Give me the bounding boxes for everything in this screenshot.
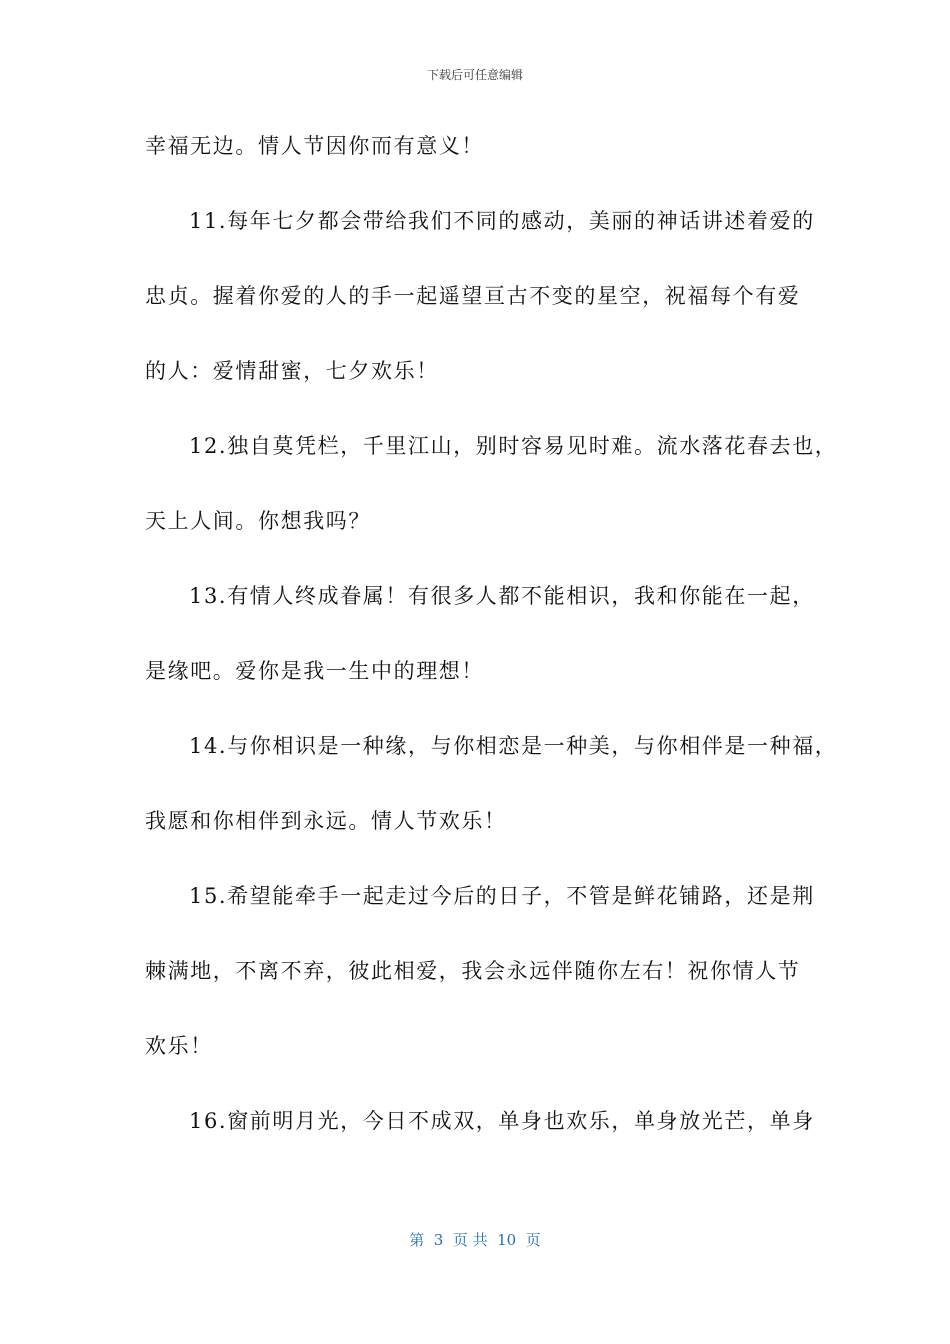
paragraph-line: 12.独自莫凭栏，千里江山，别时容易见时难。流水落花春去也， [189, 434, 838, 458]
paragraph-line: 14.与你相识是一种缘，与你相恋是一种美，与你相伴是一种福， [189, 734, 838, 758]
paragraph-line: 忠贞。握着你爱的人的手一起遥望亘古不变的星空，祝福每个有爱 [145, 284, 801, 308]
paragraph-line: 是缘吧。爱你是我一生中的理想！ [145, 659, 484, 683]
paragraph-line: 欢乐！ [145, 1034, 213, 1058]
paragraph-line: 天上人间。你想我吗？ [145, 509, 371, 533]
paragraph-line: 幸福无边。情人节因你而有意义！ [145, 134, 484, 158]
document-body [145, 124, 838, 1174]
page-header: 下载后可任意编辑 [426, 68, 523, 82]
paragraph-line: 棘满地，不离不弃，彼此相爱，我会永远伴随你左右！祝你情人节 [145, 959, 801, 983]
paragraph-line: 我愿和你相伴到永远。情人节欢乐！ [145, 809, 507, 833]
paragraph-line: 13.有情人终成眷属！有很多人都不能相识，我和你能在一起， [189, 584, 815, 608]
page-number: 第 3 页 共 10 页 [409, 1231, 541, 1249]
paragraph-line: 15.希望能牵手一起走过今后的日子，不管是鲜花铺路，还是荆 [189, 884, 815, 908]
paragraph-line: 的人：爱情甜蜜，七夕欢乐！ [145, 359, 439, 383]
paragraph-line: 16.窗前明月光，今日不成双，单身也欢乐，单身放光芒，单身 [189, 1109, 815, 1133]
paragraph-line: 11.每年七夕都会带给我们不同的感动，美丽的神话讲述着爱的 [189, 209, 815, 233]
